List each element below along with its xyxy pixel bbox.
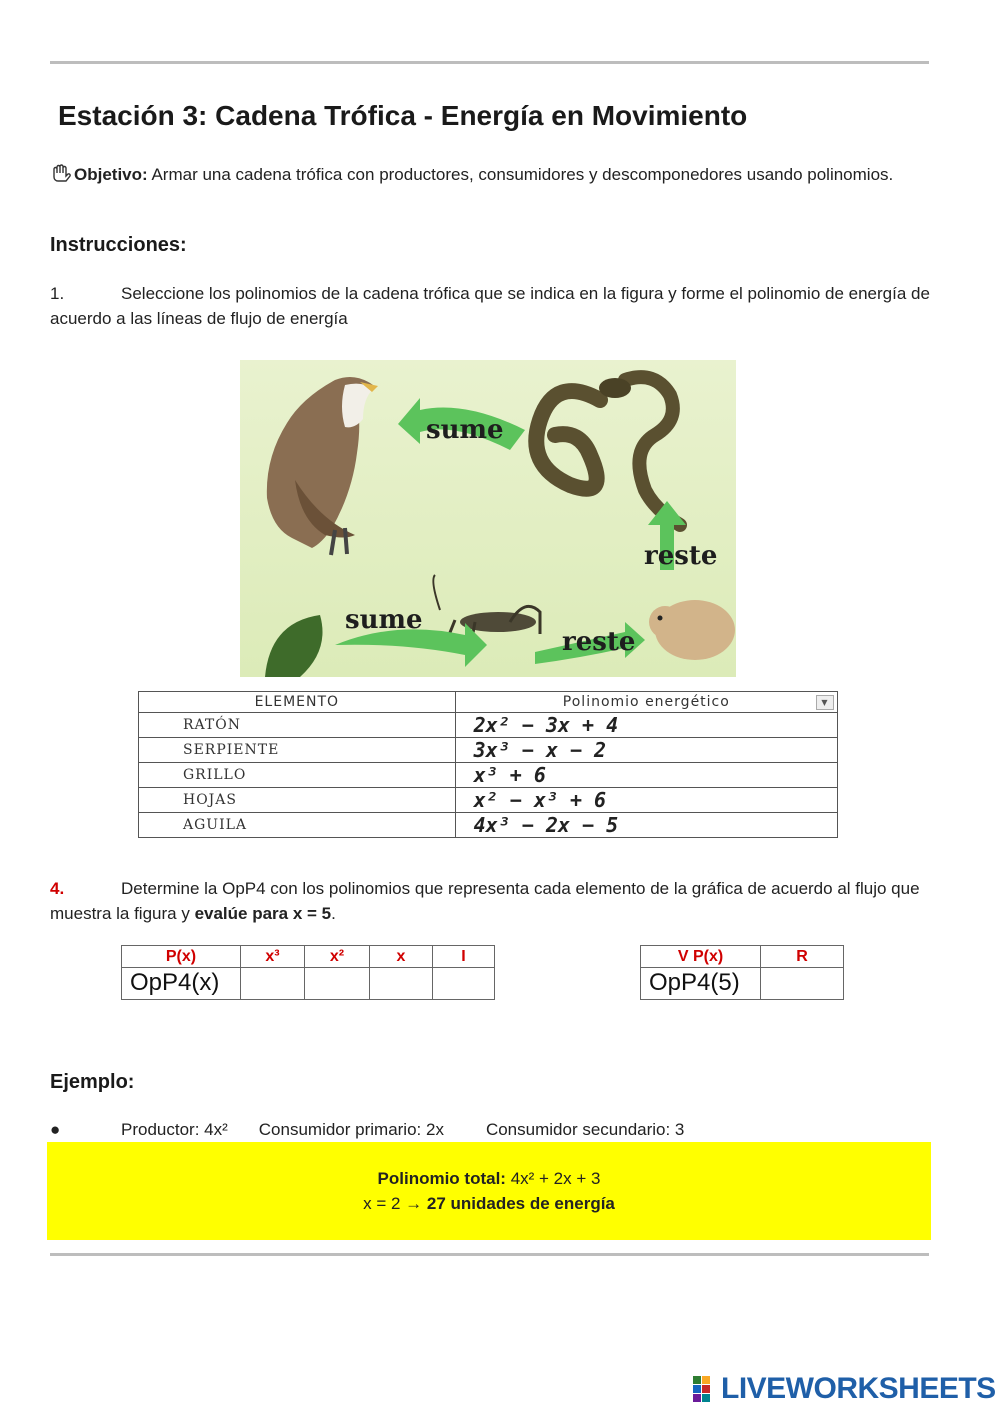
header-r: R — [761, 946, 844, 968]
result-box — [47, 1142, 931, 1240]
answer-i-cell[interactable] — [433, 968, 495, 1000]
step-4-text: Determine la OpP4 con los polinomios que representa cada elemento de la gráfica de acuerdo al flujo que muestra la figura y — [50, 879, 920, 923]
figure-label-sume-bottom: sume — [345, 605, 423, 635]
answer-table-polynomial — [121, 945, 495, 1000]
header-polinomio[interactable] — [455, 692, 837, 713]
page-title: Estación 3: Cadena Trófica - Energía en Movimiento — [58, 100, 748, 131]
logo-text: LIVEWORKSHEETS — [721, 1372, 996, 1405]
header-px: P(x) — [122, 946, 241, 968]
table-header-row — [139, 692, 838, 713]
liveworksheets-logo — [693, 1372, 996, 1406]
example-producer: Productor: 4x² — [121, 1120, 228, 1139]
element-cell: RATÓN — [139, 713, 456, 738]
header-x2: x² — [305, 946, 370, 968]
table-row — [139, 788, 838, 813]
header-i: I — [433, 946, 495, 968]
answer-table-evaluation — [640, 945, 844, 1000]
table-row — [139, 713, 838, 738]
food-chain-figure — [240, 360, 736, 677]
result-eval-prefix: x = 2 → — [363, 1194, 427, 1213]
answer-x3-input[interactable] — [241, 971, 304, 999]
answer-x3-cell[interactable] — [241, 968, 305, 1000]
table-row — [139, 813, 838, 838]
header-polinomio-label: Polinomio energético — [562, 694, 730, 710]
polynomial-table — [138, 691, 838, 838]
result-polynomial: 4x² + 2x + 3 — [505, 1169, 601, 1188]
instructions-heading: Instrucciones: — [50, 234, 187, 256]
bullet: ● — [50, 1120, 61, 1139]
element-cell: GRILLO — [139, 763, 456, 788]
filter-dropdown-icon[interactable]: ▼ — [816, 695, 834, 710]
answer-r-cell[interactable] — [761, 968, 844, 1000]
element-cell: HOJAS — [139, 788, 456, 813]
answer-x2-cell[interactable] — [305, 968, 370, 1000]
objective-text: Armar una cadena trófica con productores, consumidores y descomponedores usando polinomios. — [147, 165, 894, 184]
polynomial-cell: 4x³ − 2x − 5 — [455, 813, 837, 838]
example-heading: Ejemplo: — [50, 1071, 135, 1093]
element-cell: SERPIENTE — [139, 738, 456, 763]
answer-x2-input[interactable] — [305, 971, 369, 999]
example-line — [50, 1117, 930, 1142]
element-cell: AGUILA — [139, 813, 456, 838]
example-secondary: Consumidor secundario: 3 — [485, 1120, 685, 1139]
answer-x-input[interactable] — [370, 971, 432, 999]
row-label-opp4x: OpP4(x) — [122, 968, 241, 1000]
row-label-opp45: OpP4(5) — [641, 968, 761, 1000]
polynomial-cell: 3x³ − x − 2 — [455, 738, 837, 763]
bottom-divider — [50, 1253, 929, 1256]
hand-icon — [50, 164, 72, 184]
step-4-number: 4. — [50, 879, 65, 898]
step-4 — [50, 876, 930, 926]
header-elemento: ELEMENTO — [139, 692, 456, 713]
step-1-text: Seleccione los polinomios de la cadena trófica que se indica en la figura y forme el polinomio de energía de acuerdo a las líneas de flujo de energía — [50, 284, 930, 328]
step-4-end: . — [331, 904, 336, 923]
polynomial-cell: x² − x³ + 6 — [455, 788, 837, 813]
table-row — [139, 738, 838, 763]
example-primary: Consumidor primario: 2x — [258, 1120, 444, 1139]
answer-r-input[interactable] — [761, 971, 843, 999]
result-eval-value: 27 unidades de energía — [426, 1194, 615, 1213]
header-vpx: V P(x) — [641, 946, 761, 968]
answer-i-input[interactable] — [433, 971, 494, 999]
objective — [50, 162, 930, 187]
objective-label: Objetivo: — [74, 165, 148, 184]
step-1 — [50, 281, 930, 331]
figure-label-reste-bottom: reste — [562, 627, 636, 657]
answer-x-cell[interactable] — [370, 968, 433, 1000]
result-label: Polinomio total: — [377, 1169, 506, 1188]
figure-label-sume-top: sume — [426, 415, 504, 445]
polynomial-cell: x³ + 6 — [455, 763, 837, 788]
table-row — [139, 763, 838, 788]
header-x: x — [370, 946, 433, 968]
step-4-bold: evalúe para x = 5 — [194, 904, 332, 923]
polynomial-cell: 2x² − 3x + 4 — [455, 713, 837, 738]
figure-label-reste-right: reste — [644, 541, 718, 571]
step-1-number: 1. — [50, 284, 65, 303]
header-x3: x³ — [241, 946, 305, 968]
logo-icon — [693, 1376, 719, 1402]
top-divider — [50, 61, 929, 64]
